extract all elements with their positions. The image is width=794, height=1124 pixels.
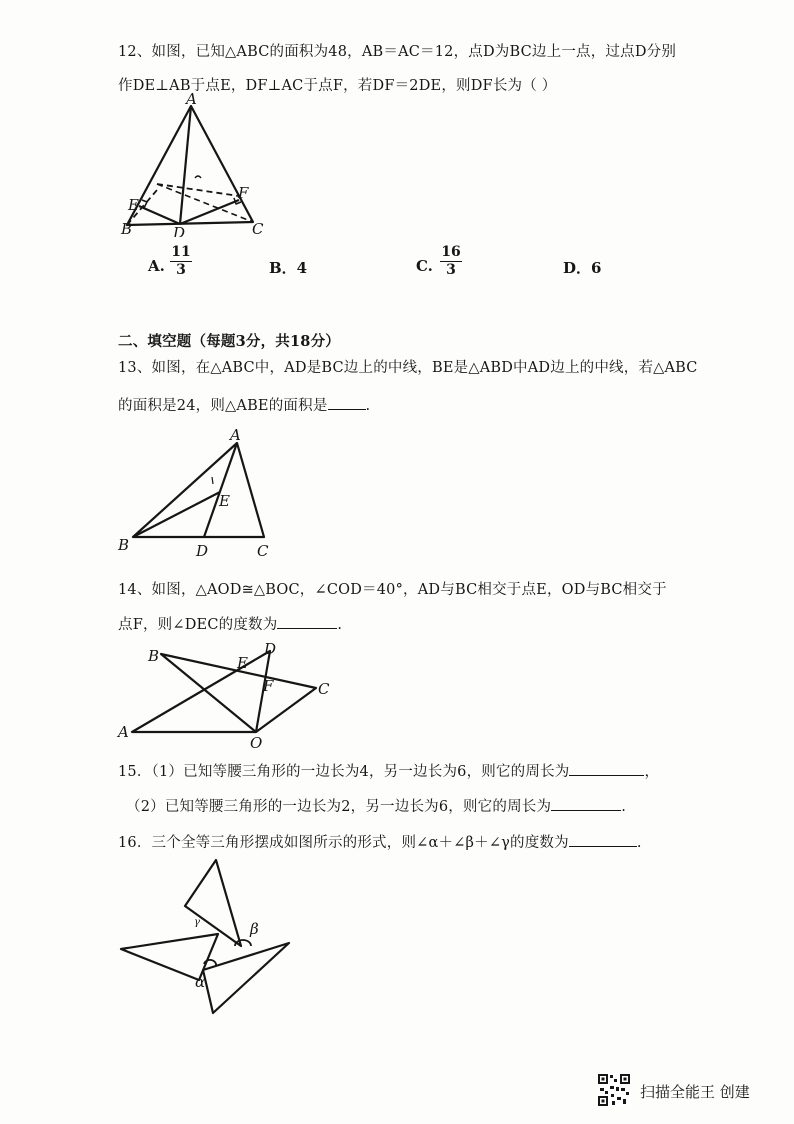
q16-answer-blank[interactable]: [569, 846, 637, 847]
q12-option-c-label: C.: [416, 257, 433, 275]
q15-line2: [126, 795, 626, 816]
q15-end-2: .: [621, 799, 626, 815]
q12-option-a-numerator: 11: [171, 244, 191, 260]
footer-watermark: 扫描全能王 创建: [640, 1083, 750, 1101]
q12-option-c-denominator: 3: [446, 262, 456, 278]
qr-code-icon: [597, 1073, 631, 1107]
q13-text: 的面积是24，则△ABE的面积是: [118, 398, 328, 414]
q15-line1: [118, 760, 659, 781]
q12-option-a-denominator: 3: [176, 262, 186, 278]
q12-option-c-numerator: 16: [441, 244, 461, 260]
q16-label-beta: β: [250, 920, 259, 938]
q16-line1: [118, 831, 642, 852]
q15-answer-blank-1[interactable]: [569, 775, 644, 776]
q13-figure: [115, 425, 285, 560]
q12-line1: 12、如图，已知△ABC的面积为48，AB＝AC＝12，点D为BC边上一点，过点D分别: [118, 44, 677, 60]
q13-tick: [212, 477, 213, 484]
q12-segment-de: [139, 206, 180, 224]
q14-label-f: F: [263, 677, 274, 695]
q14-label-b: B: [148, 647, 160, 665]
q14-label-e: E: [237, 654, 248, 672]
q12-figure: [115, 92, 275, 237]
q13-line2: [118, 394, 370, 415]
q12-option-b: B．4: [269, 259, 308, 277]
q12-option-d: D．6: [563, 259, 602, 277]
q15-answer-blank-2[interactable]: [551, 810, 621, 811]
q12-option-a-label: A.: [148, 257, 165, 275]
q12-label-a: A: [186, 92, 197, 108]
q12-label-f: F: [238, 184, 249, 202]
q16-text: 16．三个全等三角形摆成如图所示的形式，则∠α＋∠β＋∠γ的度数为: [118, 835, 569, 851]
q12-line2: 作DE⊥AB于点E，DF⊥AC于点F，若DF＝2DE，则DF长为（ ）: [118, 78, 557, 94]
q12-label-d: D: [173, 224, 186, 237]
q14-text: 点F，则∠DEC的度数为: [118, 617, 278, 633]
q13-end: .: [365, 398, 371, 414]
q13-label-e: E: [219, 492, 230, 510]
q14-label-c: C: [318, 680, 330, 698]
q16-triangle-right: [203, 943, 289, 1013]
q13-line1: 13、如图，在△ABC中，AD是BC边上的中线，BE是△ABD中AD边上的中线，若△ABC: [118, 360, 698, 376]
q12-dashed-bf: [157, 184, 239, 196]
q14-line2: [118, 613, 342, 634]
q16-triangle-top: [185, 860, 241, 946]
section-2-title: 二、填空题（每题3分，共18分）: [118, 333, 340, 350]
q15-end-1: ，: [644, 764, 660, 780]
q14-figure: [115, 638, 340, 750]
q12-option-a-fraction: [170, 244, 192, 279]
q14-end: .: [337, 617, 343, 633]
q12-label-c: C: [252, 220, 264, 237]
q14-answer-blank[interactable]: [277, 628, 337, 629]
q16-end: .: [636, 835, 642, 851]
q12-label-b: B: [121, 220, 133, 237]
q16-figure: [115, 850, 300, 1025]
q12-segment-df: [180, 200, 239, 224]
q12-option-c-fraction: [440, 244, 462, 279]
q13-answer-blank[interactable]: [328, 409, 366, 410]
q13-triangle-abc: [133, 443, 264, 537]
q16-label-alpha: α: [195, 973, 206, 991]
q12-arc-mark: [195, 176, 201, 178]
q14-label-d: D: [264, 640, 277, 658]
q14-label-o: O: [250, 734, 263, 750]
q13-label-c: C: [257, 542, 269, 560]
q14-line1: 14、如图，△AOD≅△BOC，∠COD＝40°，AD与BC相交于点E，OD与BC相交于: [118, 582, 667, 598]
q13-label-d: D: [196, 542, 209, 560]
q15-text-1: 15．（1）已知等腰三角形的一边长为4，另一边长为6，则它的周长为: [118, 764, 570, 780]
q14-label-a: A: [118, 723, 129, 741]
q13-label-a: A: [230, 426, 241, 444]
q15-text-2: （2）已知等腰三角形的一边长为2，另一边长为6，则它的周长为: [126, 799, 552, 815]
q12-label-e: E: [128, 196, 139, 214]
q13-label-b: B: [118, 536, 130, 554]
q16-label-gamma: γ: [194, 917, 200, 928]
